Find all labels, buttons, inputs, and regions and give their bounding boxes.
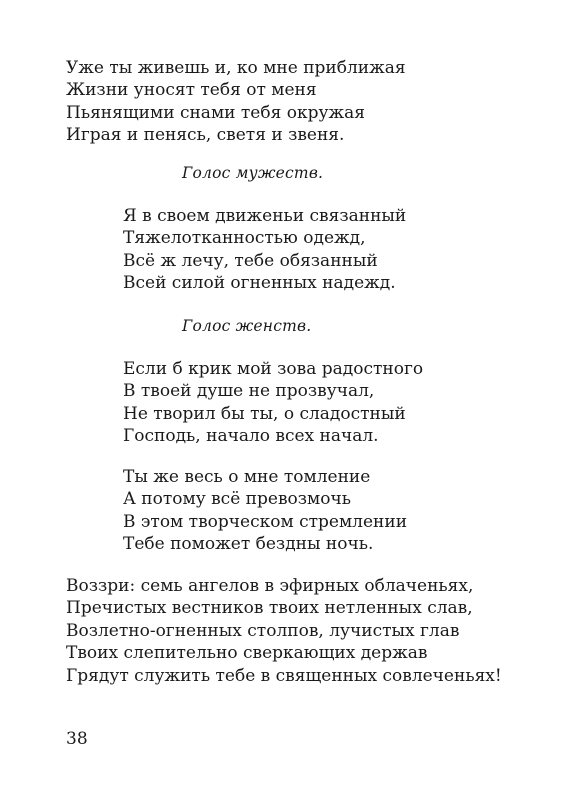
poem-line: Всей силой огненных надежд. <box>123 273 396 294</box>
poem-line: Ты же весь о мне томление <box>123 467 371 487</box>
poem-line: А потому всё превозмочь <box>123 489 351 510</box>
poem-line: В этом творческом стремлении <box>123 511 408 532</box>
poem-line: Играя и пенясь, светя и звеня. <box>66 125 345 146</box>
poem-line: Я в своем движеньи связанный <box>123 206 407 226</box>
poem-line: Тяжелотканностью одежд, <box>123 228 366 249</box>
poem-line: В твоей душе не прозвучал, <box>123 381 375 402</box>
poem-line: Возлетно-огненных столпов, лучистых глав <box>66 620 460 641</box>
poem-line: Господь, начало всех начал. <box>123 426 379 447</box>
stanza-3 <box>123 358 423 448</box>
voice-heading-feminine: Голос женств. <box>182 317 312 335</box>
poem-line: Твоих слепительно сверкающих держав <box>66 643 428 664</box>
stanza-4 <box>123 466 407 556</box>
stanza-1 <box>66 57 406 147</box>
poem-line: Пьянящими снами тебя окружая <box>66 102 365 123</box>
poem-line: Пречистых вестников твоих нетленных слав, <box>66 598 473 619</box>
voice-heading-masculine: Голос мужеств. <box>182 164 324 182</box>
poem-line: Всё ж лечу, тебе обязанный <box>123 250 378 271</box>
poem-line: Воззри: семь ангелов в эфирных облаченьях, <box>66 576 474 596</box>
page-number: 38 <box>66 729 88 749</box>
poem-line: Тебе поможет бездны ночь. <box>123 534 374 555</box>
poem-line: Не творил бы ты, о сладостный <box>123 403 406 424</box>
poem-line: Жизни уносят тебя от меня <box>66 80 317 101</box>
stanza-2 <box>123 205 406 295</box>
poem-line: Уже ты живешь и, ко мне приближая <box>66 58 406 78</box>
poem-line: Грядут служить тебе в священных совлеченьях! <box>66 665 502 686</box>
stanza-5 <box>66 575 502 687</box>
poem-line: Если б крик мой зова радостного <box>123 359 424 379</box>
